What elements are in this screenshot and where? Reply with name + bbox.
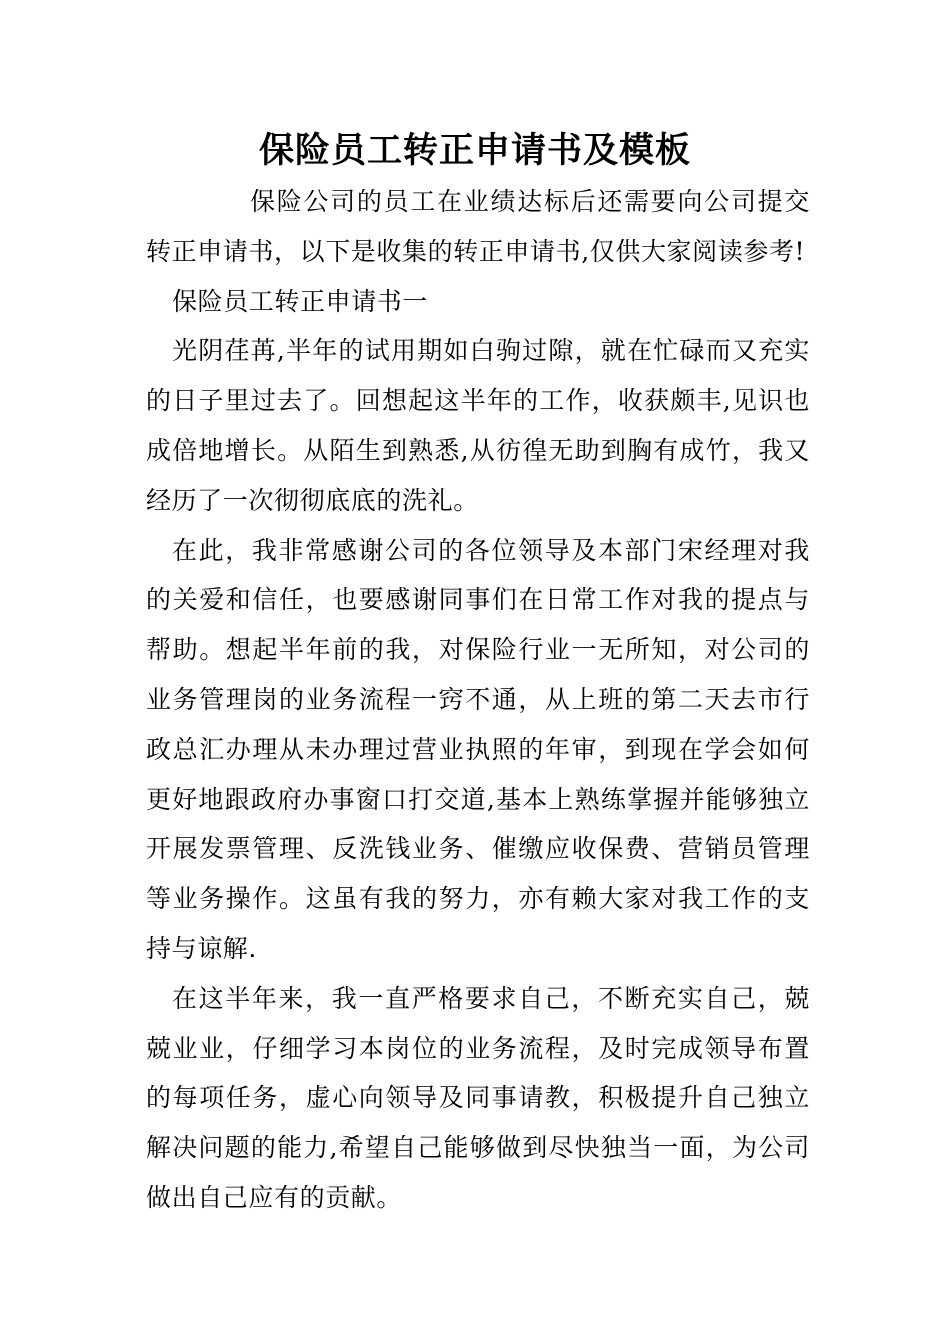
body-paragraph: 光阴荏苒,半年的试用期如白驹过隙，就在忙碌而又充实的日子里过去了。回想起这半年的工作，收获颇丰,见识也成倍地增长。从陌生到熟悉,从彷徨无助到胸有成竹，我又经历了一次彻彻底底的洗礼。 (146, 336, 810, 515)
intro-paragraph: 保险公司的员工在业绩达标后还需要向公司提交转正申请书，以下是收集的转正申请书,仅供大家阅读参考! (146, 187, 810, 266)
document-body (146, 177, 810, 1223)
section-heading: 保险员工转正申请书一 (172, 286, 429, 316)
body-paragraph: 在这半年来，我一直严格要求自己，不断充实自己，兢兢业业，仔细学习本岗位的业务流程，及时完成领导布置的每项任务，虚心向领导及同事请教，积极提升自己独立解决问题的能力,希望自己能够做到尽快独当一面，为公司做出自己应有的贡献。 (146, 983, 810, 1212)
body-paragraph: 在此，我非常感谢公司的各位领导及本部门宋经理对我的关爱和信任，也要感谢同事们在日常工作对我的提点与帮助。想起半年前的我，对保险行业一无所知，对公司的业务管理岗的业务流程一窍不通，从上班的第二天去市行政总汇办理从未办理过营业执照的年审，到现在学会如何更好地跟政府办事窗口打交道,基本上熟练掌握并能够独立开展发票管理、反洗钱业务、催缴应收保费、营销员管理等业务操作。这虽有我的努力，亦有赖大家对我工作的支持与谅解. (146, 535, 810, 963)
document-title: 保险员工转正申请书及模板 (258, 131, 691, 171)
